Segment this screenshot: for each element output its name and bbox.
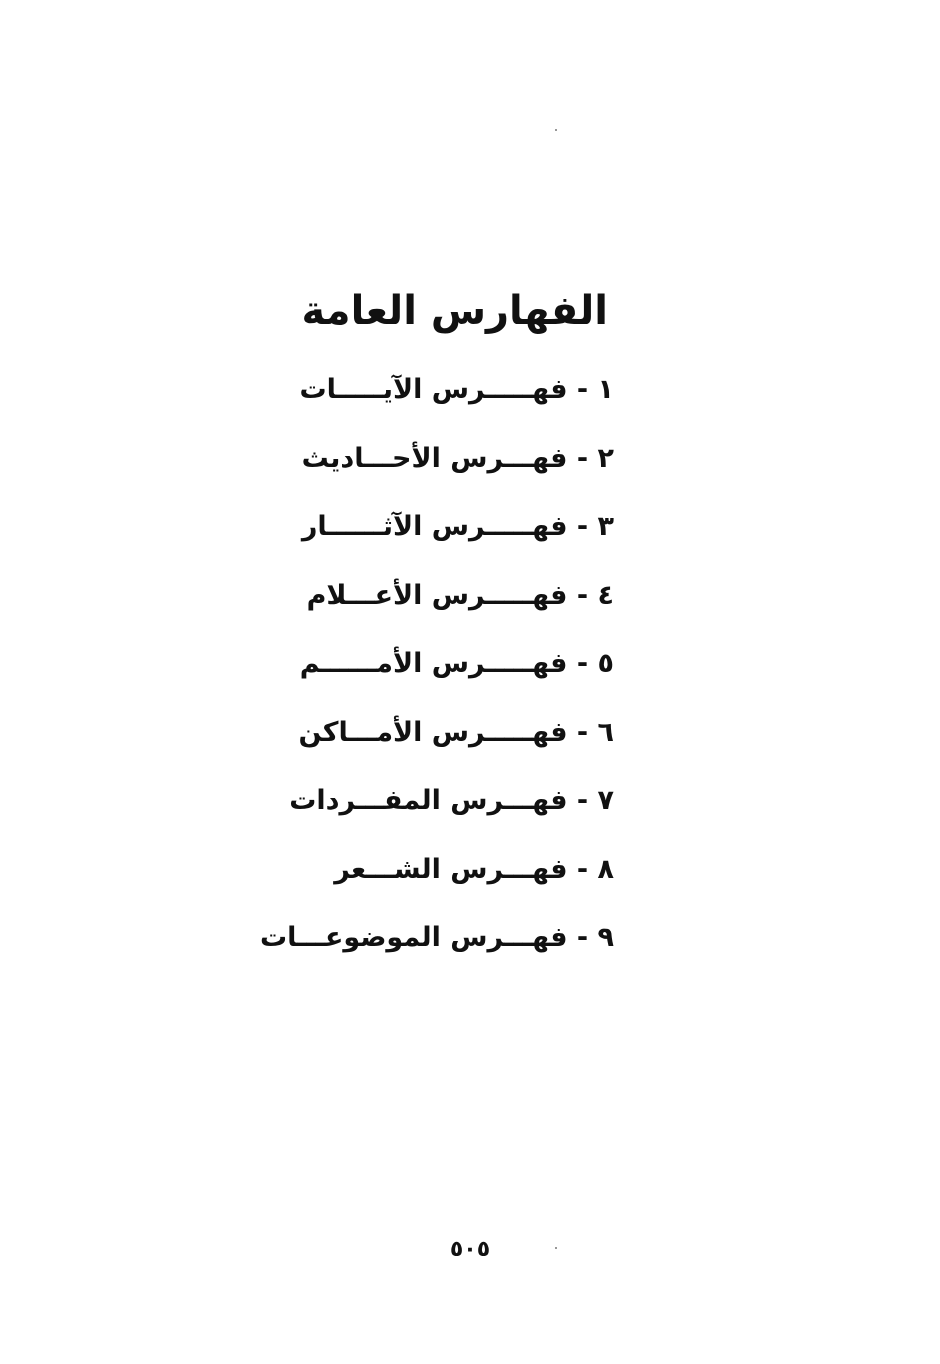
index-list: [214, 362, 614, 979]
page-title: الفهارس العامة: [301, 287, 608, 334]
index-item-places: [214, 705, 614, 774]
index-item-label: فهـــــرس الأمــــــم: [299, 648, 568, 679]
index-item-number: ٥ -: [576, 648, 614, 679]
index-item-number: ١ -: [576, 374, 614, 405]
index-item-label: فهـــــرس الآيـــــات: [299, 374, 568, 405]
index-item-notables: [214, 568, 614, 637]
index-item-topics: [214, 910, 614, 979]
index-item-label: فهـــرس المفـــردات: [289, 785, 568, 816]
index-item-label: فهـــــرس الأعـــلام: [306, 579, 568, 611]
index-item-number: ٢ -: [576, 442, 614, 474]
index-item-label: فهـــرس الشـــعر: [334, 853, 568, 885]
index-item-number: ٧ -: [576, 785, 614, 816]
page-number: ٥٠٥: [449, 1237, 491, 1262]
index-item-nations: [214, 636, 614, 705]
index-item-vocabulary: [214, 773, 614, 842]
index-item-label: فهـــــرس الآثــــــار: [301, 511, 568, 542]
index-item-number: ٣ -: [576, 511, 614, 542]
index-item-athar: [214, 499, 614, 568]
index-item-hadiths: [214, 431, 614, 500]
scan-speck: [555, 129, 557, 131]
index-item-poetry: [214, 842, 614, 911]
index-item-label: فهـــــرس الأمـــاكن: [298, 716, 568, 748]
index-item-label: فهـــرس الموضوعـــات: [260, 922, 568, 953]
index-item-number: ٨ -: [576, 853, 614, 885]
index-item-verses: [214, 362, 614, 431]
index-item-number: ٤ -: [576, 579, 614, 611]
index-item-number: ٦ -: [576, 716, 614, 748]
index-item-label: فهـــرس الأحـــاديث: [301, 442, 568, 474]
index-item-number: ٩ -: [576, 922, 614, 953]
